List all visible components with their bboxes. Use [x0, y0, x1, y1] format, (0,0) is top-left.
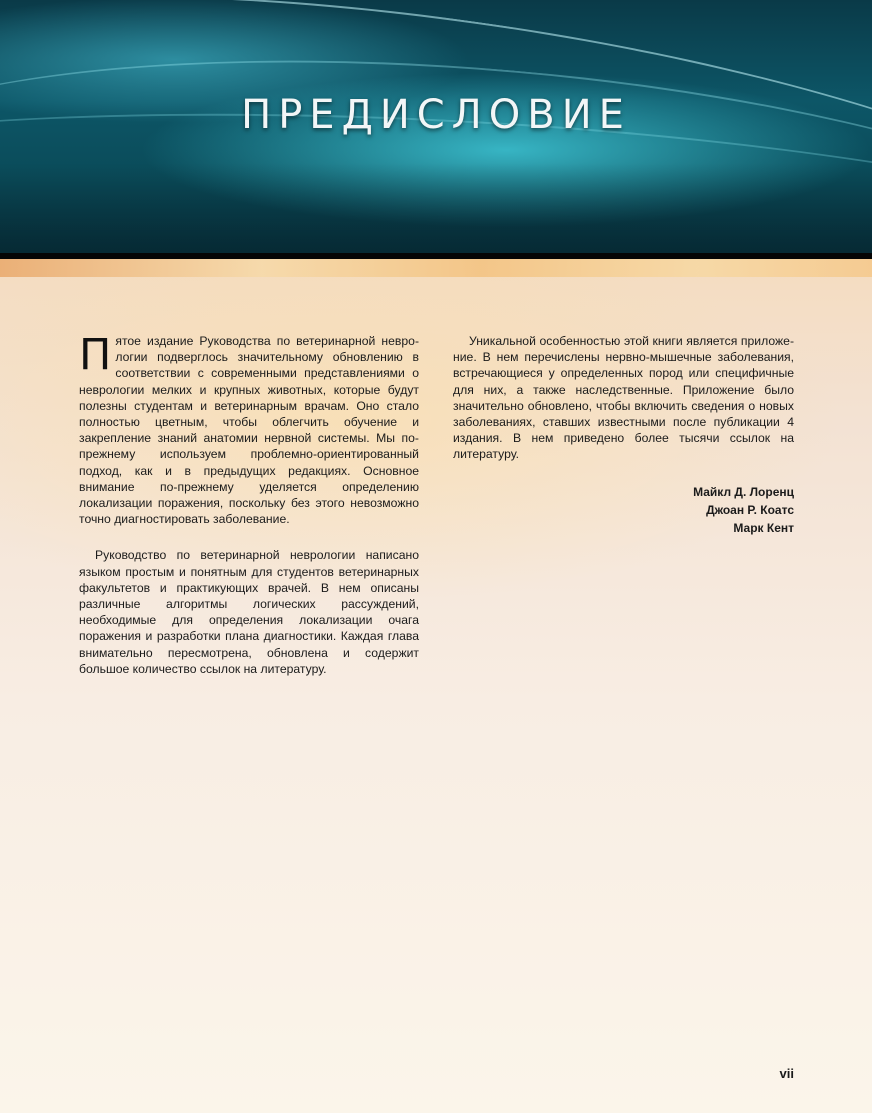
banner-shade — [0, 163, 872, 253]
author-name: Джоан Р. Коатс — [706, 502, 794, 517]
right-column — [453, 333, 794, 537]
preface-paragraph-2: Руководство по ветеринарной неврологии написано языком простым и понятным для студентов ветеринарных факультетов и практикующих врачей. В нем описаны различные алгоритмы логических рассуждений, необходимые для определения локализации очага поражения и разработки плана диагностики. Каждая глава внимательно пересмотрена, обновлена и содержит большое количество ссылок на литературу. — [79, 548, 419, 676]
paragraph-1-text: ятое издание Руководства по ветеринарной неврологии подверглось значительному обновлению в соответствии с современными представлениями о неврологии мелких и крупных животных, которые будут полезны студентам и ветеринарным врачам. Оно стало полностью цветным, чтобы облегчить обучение и закрепление знаний анатомии нервной системы. Мы по-прежнему используем проблемно-ориентированный подход, как и в предыдущих редакциях. Основное внимание по-прежнему уделяется определению локализации поражения, поскольку без этого невозможно точно диагностировать заболевание. — [79, 334, 419, 527]
header-banner — [0, 0, 872, 253]
preface-paragraph-3: Уникальной особенностью этой книги является приложение. В нем перечислены нервно-мышечные заболевания, встречающиеся у определенных пород или специфичные для них, а также наследственные. Приложение было значительно обновлено, чтобы включить сведения о новых заболеваниях, ставших известными после публикации 4 издания. В нем приведено более тысячи ссылок на литературу. — [453, 334, 794, 462]
page-number: vii — [779, 1066, 794, 1081]
drop-cap: П — [79, 330, 112, 380]
page-title — [0, 92, 872, 138]
preface-paragraph-1 — [79, 330, 419, 527]
left-column — [79, 330, 419, 697]
author-name: Майкл Д. Лоренц — [693, 484, 794, 499]
author-name: Марк Кент — [733, 520, 794, 535]
page-title-text: ПРЕДИСЛОВИЕ — [241, 92, 631, 138]
authors-block — [453, 483, 794, 537]
header-glow-band — [0, 259, 872, 277]
